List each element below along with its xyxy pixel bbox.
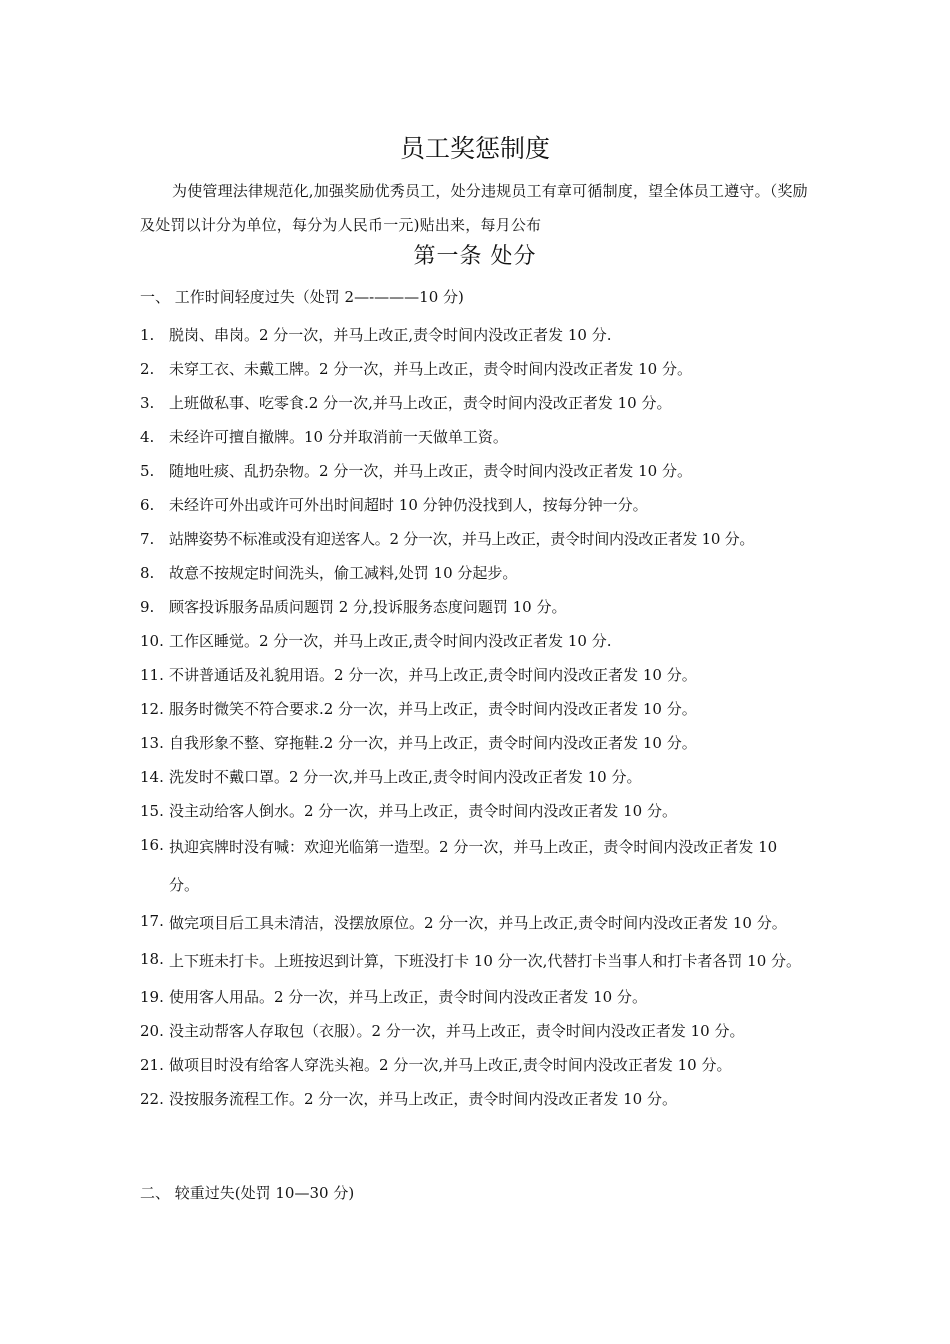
rule-item <box>140 454 825 488</box>
rule-number: 5. <box>140 462 155 480</box>
rule-item <box>140 522 825 556</box>
rule-text: 未经许可外出或许可外出时间超时 10 分钟仍没找到人，按每分钟一分。 <box>169 496 648 514</box>
rule-number: 9. <box>140 598 155 616</box>
rule-text: 脱岗、串岗。2 分一次，并马上改正,责令时间内没改正者发 10 分. <box>169 326 612 344</box>
rule-number: 10. <box>140 632 164 650</box>
rule-item <box>140 942 825 980</box>
rule-text: 洗发时不戴口罩。2 分一次,并马上改正,责令时间内没改正者发 10 分。 <box>169 768 642 786</box>
rule-item <box>140 1048 825 1082</box>
rule-text: 没主动给客人倒水。2 分一次，并马上改正，责令时间内没改正者发 10 分。 <box>169 802 677 820</box>
rule-item <box>140 1014 825 1048</box>
document-title: 员工奖惩制度 <box>399 134 550 163</box>
rule-number: 17. <box>140 912 164 930</box>
rule-text: 故意不按规定时间洗头，偷工减料,处罚 10 分起步。 <box>169 564 518 582</box>
rule-text: 站牌姿势不标准或没有迎送客人。2 分一次，并马上改正，责令时间内没改正者发 10 分。 <box>169 530 755 548</box>
rule-text: 上班做私事、吃零食.2 分一次,并马上改正，责令时间内没改正者发 10 分。 <box>169 394 672 412</box>
rule-number: 1. <box>140 326 155 344</box>
rule-number: 13. <box>140 734 164 752</box>
rule-number: 6. <box>140 496 155 514</box>
rule-number: 22. <box>140 1090 164 1108</box>
rule-item <box>140 318 825 352</box>
rule-item <box>140 658 825 692</box>
section-heading-light-offense: 一、 工作时间轻度过失（处罚 2—-———10 分) <box>140 288 464 306</box>
rule-text: 随地吐痰、乱扔杂物。2 分一次，并马上改正，责令时间内没改正者发 10 分。 <box>169 462 692 480</box>
article-heading: 第一条 处分 <box>413 244 537 269</box>
rule-item <box>140 556 825 590</box>
rule-text: 没主动帮客人存取包（衣服）。2 分一次，并马上改正，责令时间内没改正者发 10 分。 <box>169 1022 745 1040</box>
rule-text: 工作区睡觉。2 分一次，并马上改正,责令时间内没改正者发 10 分. <box>169 632 612 650</box>
rule-item <box>140 760 825 794</box>
rule-number: 20. <box>140 1022 164 1040</box>
rule-text: 顾客投诉服务品质问题罚 2 分,投诉服务态度问题罚 10 分。 <box>169 598 567 616</box>
rule-item <box>140 828 825 904</box>
rule-item <box>140 904 825 942</box>
rule-list <box>140 318 825 1116</box>
rule-text: 服务时微笑不符合要求.2 分一次，并马上改正，责令时间内没改正者发 10 分。 <box>169 700 697 718</box>
rule-text: 没按服务流程工作。2 分一次，并马上改正，责令时间内没改正者发 10 分。 <box>169 1090 677 1108</box>
section-heading-serious-offense: 二、 较重过失(处罚 10—30 分) <box>140 1184 355 1202</box>
rule-item <box>140 590 825 624</box>
rule-number: 18. <box>140 950 164 968</box>
rule-text: 做项目时没有给客人穿洗头袍。2 分一次,并马上改正,责令时间内没改正者发 10 分。 <box>169 1056 732 1074</box>
rule-number: 4. <box>140 428 155 446</box>
rule-text: 不讲普通话及礼貌用语。2 分一次，并马上改正,责令时间内没改正者发 10 分。 <box>169 666 697 684</box>
rule-item <box>140 980 825 1014</box>
rule-item <box>140 420 825 454</box>
rule-number: 12. <box>140 700 164 718</box>
rule-text: 做完项目后工具未清洁，没摆放原位。2 分一次，并马上改正,责令时间内没改正者发 10 分。 <box>169 914 787 932</box>
rule-number: 2. <box>140 360 155 378</box>
rule-number: 16. <box>140 836 164 854</box>
rule-text: 未穿工衣、未戴工牌。2 分一次，并马上改正，责令时间内没改正者发 10 分。 <box>169 360 692 378</box>
rule-item <box>140 624 825 658</box>
rule-number: 3. <box>140 394 155 412</box>
rule-item <box>140 488 825 522</box>
rule-item <box>140 352 825 386</box>
rule-number: 19. <box>140 988 164 1006</box>
rule-text: 自我形象不整、穿拖鞋.2 分一次，并马上改正，责令时间内没改正者发 10 分。 <box>169 734 697 752</box>
rule-text: 执迎宾牌时没有喊：欢迎光临第一造型。2 分一次，并马上改正，责令时间内没改正者发 10 分。 <box>169 838 778 894</box>
intro-paragraph: 为使管理法律规范化,加强奖励优秀员工，处分违规员工有章可循制度，望全体员工遵守。（奖励及处罚以计分为单位，每分为人民币一元)贴出来，每月公布 <box>140 182 808 234</box>
rule-number: 21. <box>140 1056 164 1074</box>
rule-item <box>140 692 825 726</box>
rule-item <box>140 726 825 760</box>
rule-text: 使用客人用品。2 分一次，并马上改正，责令时间内没改正者发 10 分。 <box>169 988 647 1006</box>
rule-number: 14. <box>140 768 164 786</box>
rule-item <box>140 1082 825 1116</box>
rule-number: 15. <box>140 802 164 820</box>
rule-item <box>140 386 825 420</box>
rule-item <box>140 794 825 828</box>
rule-text: 上下班未打卡。上班按迟到计算，下班没打卡 10 分一次,代替打卡当事人和打卡者各罚 10 分。 <box>169 952 802 970</box>
rule-number: 8. <box>140 564 155 582</box>
rule-number: 7. <box>140 530 155 548</box>
rule-text: 未经许可擅自撤牌。10 分并取消前一天做单工资。 <box>169 428 508 446</box>
rule-number: 11. <box>140 666 164 684</box>
